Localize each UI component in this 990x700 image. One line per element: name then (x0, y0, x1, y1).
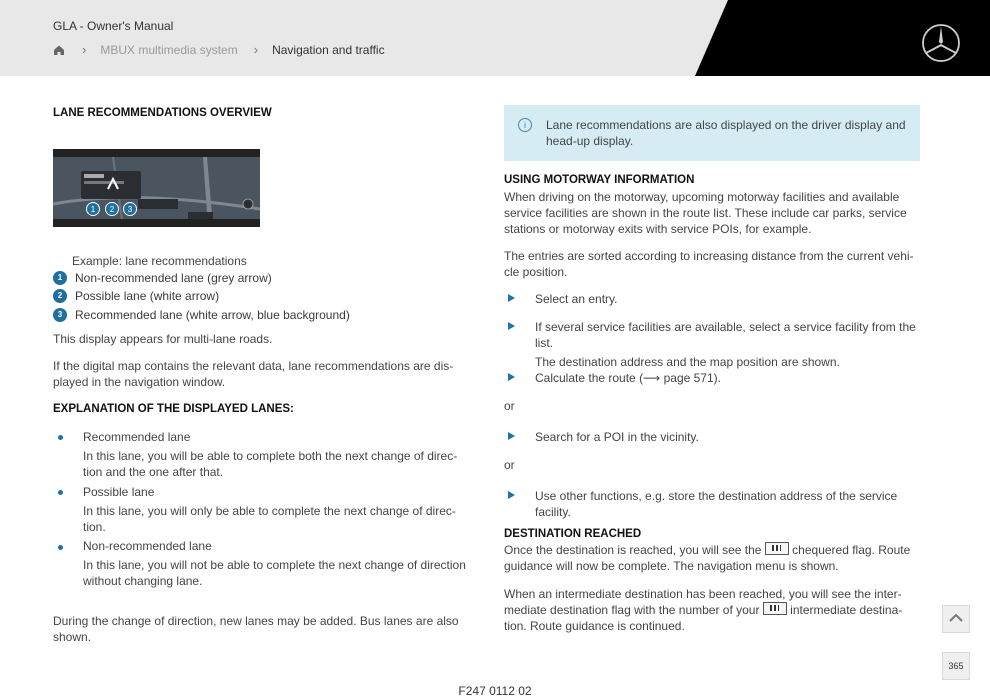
chevron-right-icon: › (253, 42, 259, 57)
step-arrow-icon (508, 491, 515, 499)
chevron-right-icon: › (82, 42, 87, 57)
heading-lane-overview: LANE RECOMMENDATIONS OVERVIEW (53, 107, 272, 119)
header-bar (0, 0, 990, 76)
destination-text-start: Once the destination is reached, you will see the (504, 543, 762, 557)
or-separator: or (504, 458, 515, 472)
bullet-icon (58, 545, 63, 550)
chevron-up-icon (943, 606, 969, 632)
heading-explanation: EXPLANATION OF THE DISPLAYED LANES: (53, 403, 294, 415)
scroll-top-button[interactable] (942, 605, 970, 633)
svg-text:2: 2 (109, 205, 115, 214)
lane-title-recommended: Recommended lane (83, 430, 191, 444)
svg-text:1: 1 (90, 205, 96, 214)
callout-item (53, 271, 272, 285)
footer-code: F247 0112 02 (458, 684, 532, 698)
lane-desc-possible: In this lane, you will only be able to complete the next change of direc-tion. (83, 504, 456, 534)
callout-text: Possible lane (white arrow) (75, 289, 220, 303)
paragraph-destination-reached (504, 542, 919, 574)
svg-text:3: 3 (127, 205, 133, 214)
paragraph-multilane: This display appears for multi-lane roads. (53, 332, 273, 346)
step-arrow-icon (508, 294, 515, 302)
callout-item (53, 308, 350, 322)
bullet-icon (58, 435, 63, 440)
lane-title-possible: Possible lane (83, 485, 155, 499)
intermediate-flag-icon (763, 602, 787, 615)
step-calculate-route: Calculate the route (⟶ page 571). (535, 371, 721, 385)
info-icon: i (518, 118, 532, 132)
step-result: The destination address and the map position are shown. (535, 355, 840, 369)
bullet-icon (58, 490, 63, 495)
callout-number-2: 2 (53, 289, 67, 303)
callout-item (53, 289, 219, 303)
navigation-screen-image (53, 149, 260, 227)
info-box (504, 105, 920, 161)
callout-number-1: 1 (53, 271, 67, 285)
doc-title: GLA - Owner's Manual (53, 19, 174, 33)
lane-title-non-recommended: Non-recommended lane (83, 539, 212, 553)
navigation-screen-illustration (53, 149, 260, 227)
paragraph-bus-lanes: During the change of direction, new lanes may be added. Bus lanes are also shown. (53, 614, 459, 644)
chequered-flag-icon (765, 542, 789, 555)
info-text: Lane recommendations are also displayed on the driver display and head-up display. (546, 118, 906, 148)
or-separator: or (504, 399, 515, 413)
home-icon[interactable] (52, 43, 66, 57)
step-arrow-icon (508, 432, 515, 440)
lane-desc-recommended: In this lane, you will be able to complete both the next change of direc-tion and the one after that. (83, 449, 458, 479)
step-select-entry: Select an entry. (535, 292, 618, 306)
callout-number-3: 3 (53, 308, 67, 322)
step-arrow-icon (508, 322, 515, 330)
breadcrumb (52, 42, 385, 57)
intermediate-text-start: When an intermediate destination has been reached, you will see the inter-mediate destination flag with the number of your (504, 587, 902, 617)
callout-text: Recommended lane (white arrow, blue background) (75, 308, 350, 322)
paragraph-sorted: The entries are sorted according to increasing distance from the current vehi-cle position. (504, 249, 914, 279)
breadcrumb-link-mbux[interactable]: MBUX multimedia system (100, 42, 238, 57)
paragraph-intermediate (504, 586, 919, 634)
page-number-badge[interactable]: 365 (942, 652, 970, 680)
step-arrow-icon (508, 373, 515, 381)
step-other-functions: Use other functions, e.g. store the destination address of the service facility. (535, 489, 898, 519)
destination-text-end: chequered flag. Route guidance will now be complete. The navigation menu is shown. (504, 543, 911, 573)
callout-text: Non-recommended lane (grey arrow) (75, 271, 272, 285)
mercedes-star-logo (920, 22, 962, 64)
step-select-facility: If several service facilities are available, select a service facility from the list. (535, 320, 916, 350)
intermediate-text-end: intermediate destina-tion. Route guidance is continued. (504, 603, 903, 633)
heading-motorway: USING MOTORWAY INFORMATION (504, 174, 695, 186)
paragraph-digital-map: If the digital map contains the relevant data, lane recommendations are dis-played in the navigation window. (53, 359, 454, 389)
paragraph-motorway: When driving on the motorway, upcoming motorway facilities and available service facilities are shown in the route list. These include car parks, service stations or motorway exits with service POIs, for example. (504, 190, 907, 236)
step-search-poi: Search for a POI in the vicinity. (535, 430, 699, 444)
lane-desc-non-recommended: In this lane, you will not be able to complete the next change of direction without changing lane. (83, 558, 466, 588)
heading-destination-reached: DESTINATION REACHED (504, 528, 642, 540)
breadcrumb-current[interactable]: Navigation and traffic (272, 42, 385, 57)
image-caption: Example: lane recommendations (72, 254, 247, 268)
